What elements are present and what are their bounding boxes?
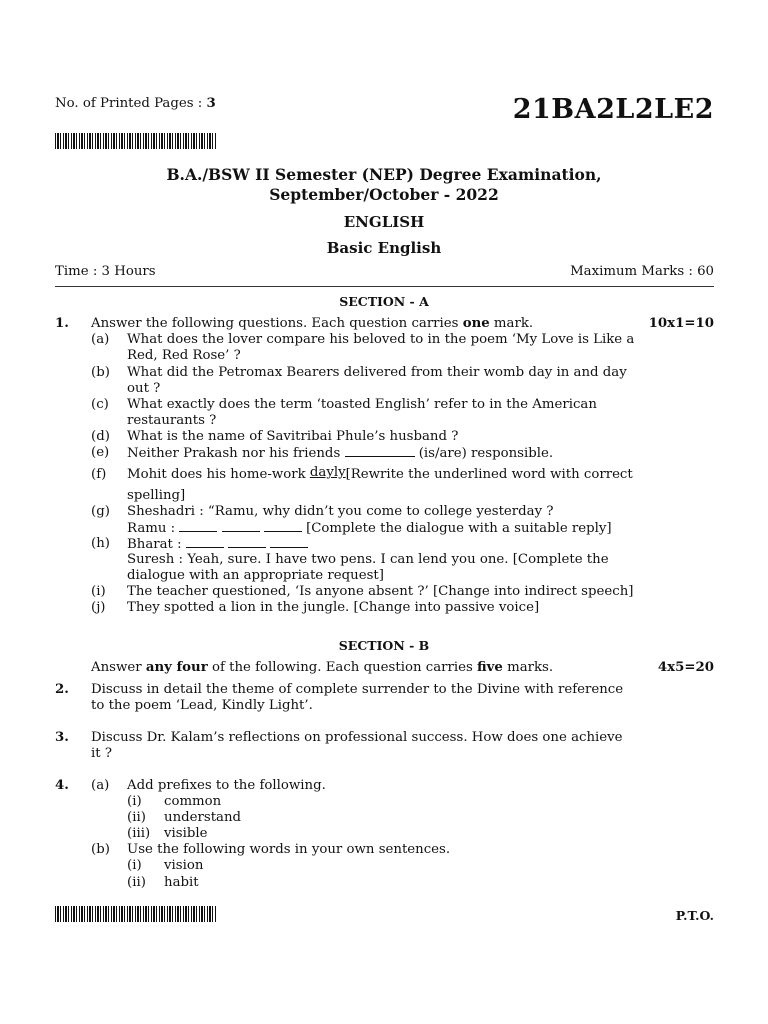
time-allowed: Time : 3 Hours [55, 264, 156, 279]
item-text [127, 445, 553, 462]
question-text: it ? [91, 746, 112, 761]
sub-item-number: (iii) [127, 826, 151, 841]
fill-blank [186, 536, 224, 548]
question-number: 3. [55, 730, 69, 745]
fill-blank [228, 536, 266, 548]
sub-item-text: visible [164, 826, 208, 841]
subject: ENGLISH [343, 213, 425, 231]
printed-pages-label: No. of Printed Pages : [55, 96, 203, 111]
instruction-text: Answer [91, 660, 146, 675]
instruction-text: mark. [489, 316, 534, 331]
question-text: to the poem ‘Lead, Kindly Light’. [91, 698, 313, 713]
question-number: 2. [55, 682, 69, 697]
pto-label: P.T.O. [675, 908, 714, 923]
fill-blank [345, 445, 415, 457]
item-text: Sheshadri : “Ramu, why didn’t you come to college yesterday ? [127, 504, 554, 519]
item-label: (b) [91, 842, 110, 857]
sub-item-text: vision [164, 858, 204, 873]
section-b-instruction [91, 660, 553, 676]
fill-blank [222, 520, 260, 532]
item-text: Add prefixes to the following. [127, 778, 326, 793]
misspelled-word: dayly [309, 465, 346, 480]
instruction-bold: any four [145, 660, 208, 675]
item-label: (h) [91, 536, 110, 551]
item-text: restaurants ? [127, 413, 217, 428]
item-text-post: [Complete the dialogue with a suitable reply] [306, 521, 612, 536]
speaker-label: Bharat : [127, 537, 182, 552]
item-label: (a) [91, 778, 110, 793]
sub-item-number: (ii) [127, 810, 146, 825]
fill-blank [179, 520, 217, 532]
barcode-bottom [55, 906, 216, 922]
instruction-bold: five [477, 660, 503, 675]
instruction-text: of the following. Each question carries [207, 660, 478, 675]
divider [55, 286, 714, 287]
item-text: Red, Red Rose’ ? [127, 348, 241, 363]
item-text [127, 467, 633, 483]
item-text-post: [Rewrite the underlined word with correct [345, 467, 633, 482]
paper-name: Basic English [326, 239, 442, 257]
barcode-top [55, 133, 216, 149]
instruction-text: Answer the following questions. Each question carries [91, 316, 463, 331]
instruction-text: marks. [502, 660, 554, 675]
exam-title-line2: September/October - 2022 [269, 185, 499, 204]
printed-pages-value: 3 [206, 96, 216, 111]
section-a-instruction [91, 316, 533, 332]
item-text: What is the name of Savitribai Phule’s husband ? [127, 429, 459, 444]
item-text: Use the following words in your own sentences. [127, 842, 451, 857]
question-number: 4. [55, 778, 69, 793]
sub-item-text: common [164, 794, 222, 809]
question-text: Discuss in detail the theme of complete surrender to the Divine with reference [91, 682, 624, 697]
paper-code: 21BA2L2LE2 [512, 94, 714, 125]
item-label: (e) [91, 445, 110, 460]
item-label: (c) [91, 397, 109, 412]
item-label: (a) [91, 332, 110, 347]
item-label: (f) [91, 467, 107, 482]
section-a-marks: 10x1=10 [648, 316, 714, 331]
instruction-bold: one [462, 316, 490, 331]
item-text: What exactly does the term ‘toasted English’ refer to in the American [127, 397, 597, 412]
item-label: (g) [91, 504, 110, 519]
fill-blank [270, 536, 308, 548]
item-text: out ? [127, 381, 161, 396]
sub-item-number: (i) [127, 858, 142, 873]
max-marks: Maximum Marks : 60 [570, 264, 714, 279]
item-text: dialogue with an appropriate request] [127, 568, 384, 583]
item-text: Suresh : Yeah, sure. I have two pens. I can lend you one. [Complete the [127, 552, 609, 567]
item-label: (j) [91, 600, 106, 615]
sub-item-number: (i) [127, 794, 142, 809]
item-label: (d) [91, 429, 110, 444]
item-text-post: (is/are) responsible. [418, 446, 554, 461]
section-a-heading: SECTION - A [339, 294, 429, 309]
sub-item-number: (ii) [127, 875, 146, 890]
section-b-marks: 4x5=20 [657, 660, 714, 675]
sub-item-text: understand [164, 810, 242, 825]
item-text: spelling] [127, 488, 186, 503]
item-text-pre: Neither Prakash nor his friends [127, 446, 341, 461]
section-b-heading: SECTION - B [338, 638, 430, 653]
fill-blank [264, 520, 302, 532]
item-text: What did the Petromax Bearers delivered from their womb day in and day [127, 365, 627, 380]
item-text: The teacher questioned, ‘Is anyone absent ?’ [Change into indirect speech] [127, 584, 634, 599]
printed-pages [55, 96, 216, 112]
item-text-pre: Mohit does his home-work [127, 467, 306, 482]
question-text: Discuss Dr. Kalam’s reflections on professional success. How does one achieve [91, 730, 623, 745]
item-text: What does the lover compare his beloved to in the poem ‘My Love is Like a [127, 332, 635, 347]
speaker-label: Ramu : [127, 521, 176, 536]
item-text [127, 520, 612, 537]
item-label: (i) [91, 584, 106, 599]
item-label: (b) [91, 365, 110, 380]
question-number: 1. [55, 316, 69, 331]
sub-item-text: habit [164, 875, 199, 890]
exam-title-line1: B.A./BSW II Semester (NEP) Degree Examination, [166, 165, 602, 184]
item-text: They spotted a lion in the jungle. [Change into passive voice] [127, 600, 540, 615]
item-text [127, 536, 308, 553]
